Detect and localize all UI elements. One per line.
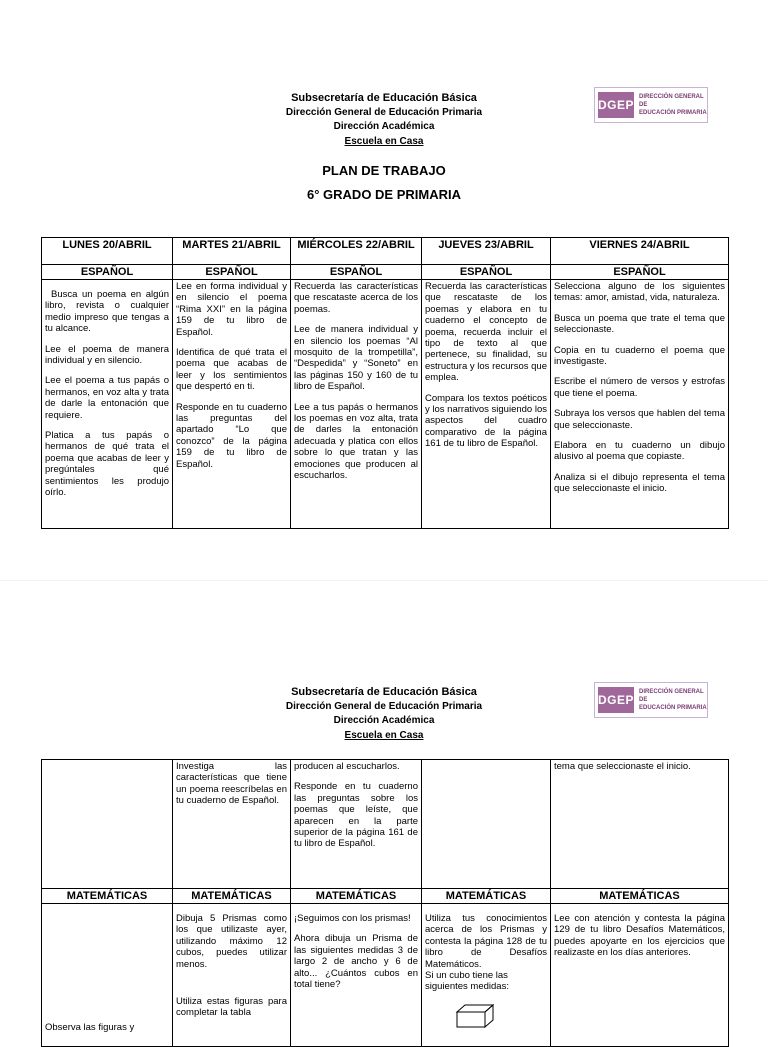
activities-row-matematicas (42, 904, 729, 1047)
plan-table-page-1 (41, 237, 729, 529)
activities-espanol-lunes (42, 280, 173, 529)
activity-text: Responde en tu cuaderno las preguntas sobre los poemas que leíste, que aparecen en la parte superior de la página 161 de tu libro de Español. (294, 781, 418, 850)
day-header-miercoles: MIÉRCOLES 22/ABRIL (291, 238, 422, 265)
dgep-logo (594, 87, 708, 123)
continued-espanol-martes (173, 760, 291, 889)
header-subsecretaria: Subsecretaría de Educación Básica (291, 92, 477, 104)
page-2 (0, 580, 768, 1033)
header-direccion-general: Dirección General de Educación Primaria (285, 701, 483, 712)
plan-table-page-2 (41, 759, 729, 1047)
subject-matematicas-viernes: MATEMÁTICAS (551, 889, 729, 904)
activity-text: Recuerda las características que rescataste de los poemas y elabora en tu cuaderno el concepto de poema, recuerda incluir el tipo de texto al que pertenece, su finalidad, su estructura y los recursos que emplea. (425, 281, 547, 384)
activity-text: Dibuja 5 Prismas como los que utilizaste ayer, utilizando máximo 12 cubos, puedes utilizar menos. (176, 913, 287, 970)
subject-matematicas-lunes: MATEMÁTICAS (42, 889, 173, 904)
activity-text: tema que seleccionaste el inicio. (554, 761, 691, 772)
activity-text: Si un cubo tiene las siguientes medidas: (425, 970, 509, 993)
continued-espanol-viernes (551, 760, 729, 889)
activity-text: Lee con atención y contesta la página 129 de tu libro Desafíos Matemáticos, puedes apoyarte en los ejercicios que realizaste en los días anteriores. (554, 913, 725, 959)
subject-matematicas-jueves: MATEMÁTICAS (422, 889, 551, 904)
continued-espanol-miercoles (291, 760, 422, 889)
continued-espanol-jueves (422, 760, 551, 889)
header-direccion-academica: Dirección Académica (333, 121, 435, 132)
activity-text: Lee el poema a tus papás o hermanos, en voz alta y trata de darle la entonación que requiere. (45, 375, 169, 421)
activities-matematicas-jueves (422, 904, 551, 1047)
activities-espanol-martes (173, 280, 291, 529)
activity-text: Lee en forma individual y en silencio el poema “Rima XXI” en la página 159 de tu libro de Español. (176, 281, 287, 338)
subject-matematicas-martes: MATEMÁTICAS (173, 889, 291, 904)
dgep-logo-text-line2: EDUCACIÓN PRIMARIA (639, 110, 707, 116)
activity-text: Escribe el número de versos y estrofas que tiene el poema. (554, 376, 725, 399)
subject-row-espanol (42, 265, 729, 280)
header-direccion-academica: Dirección Académica (333, 715, 435, 726)
activity-text: Busca un poema que trate el tema que seleccionaste. (554, 312, 725, 336)
dgep-logo-mark: DGEP (598, 92, 634, 118)
activity-text: Lee de manera individual y en silencio los poemas “Al mosquito de la trompetilla”, “Despedida” y “Soneto” en las páginas 150 y 160 de tu libro de Español. (294, 324, 418, 393)
activity-text: producen al escucharlos. (294, 761, 400, 772)
activity-text: Observa las figuras y (45, 1022, 135, 1033)
header-subsecretaria: Subsecretaría de Educación Básica (291, 686, 477, 698)
activity-text: Subraya los versos que hablen del tema que seleccionaste. (554, 408, 725, 431)
header-escuela-en-casa: Escuela en Casa (344, 136, 424, 147)
day-header-lunes: LUNES 20/ABRIL (42, 238, 173, 265)
activity-text: Recuerda las características que rescataste acerca de los poemas. (294, 281, 418, 315)
header-direccion-general: Dirección General de Educación Primaria (285, 107, 483, 118)
dgep-logo-text (639, 93, 707, 117)
activity-text: Compara los textos poéticos y los narrativos siguiendo los aspectos del cuadro comparativo de la página 161 de tu libro de Español. (425, 392, 547, 450)
subject-row-matematicas (42, 889, 729, 904)
activities-matematicas-viernes (551, 904, 729, 1047)
activity-text: Ahora dibuja un Prisma de las siguientes medidas 3 de largo 2 de ancho y 6 de alto... ¿Cuántos cubos en total tiene? (294, 933, 418, 991)
activities-espanol-viernes (551, 280, 729, 529)
activity-text: Utiliza estas figuras para completar la tabla (176, 996, 287, 1019)
dgep-logo (594, 682, 708, 718)
subject-espanol-martes: ESPAÑOL (173, 265, 291, 280)
days-header-row (42, 238, 729, 265)
activity-text: Selecciona alguno de los siguientes temas: amor, amistad, vida, naturaleza. (554, 281, 725, 304)
activities-matematicas-martes (173, 904, 291, 1047)
activity-text: Identifica de qué trata el poema que acabas de leer y los sentimientos que despertó en ti. (176, 347, 287, 393)
activity-text: ¡Seguimos con los prismas! (294, 913, 411, 924)
activity-text: Utiliza tus conocimientos acerca de los Prismas y contesta la página 128 de tu libro de Desafíos Matemáticos. (425, 913, 547, 970)
day-header-jueves: JUEVES 23/ABRIL (422, 238, 551, 265)
activity-text: Investiga las características que tiene un poema reescríbelas en tu cuaderno de Español. (176, 761, 287, 807)
subject-espanol-miercoles: ESPAÑOL (291, 265, 422, 280)
day-header-martes: MARTES 21/ABRIL (173, 238, 291, 265)
continued-espanol-lunes (42, 760, 173, 889)
activities-matematicas-miercoles (291, 904, 422, 1047)
plan-title: PLAN DE TRABAJO (322, 163, 446, 178)
activity-text: Copia en tu cuaderno el poema que investigaste. (554, 344, 725, 368)
subject-espanol-jueves: ESPAÑOL (422, 265, 551, 280)
activity-text: Elabora en tu cuaderno un dibujo alusivo al poema que copiaste. (554, 440, 725, 463)
activities-matematicas-lunes (42, 904, 173, 1047)
day-header-viernes: VIERNES 24/ABRIL (551, 238, 729, 265)
header-escuela-en-casa: Escuela en Casa (344, 730, 424, 741)
activity-text: Responde en tu cuaderno las preguntas del apartado “Lo que conozco” de la página 159 de tu libro de Español. (176, 401, 287, 470)
dgep-logo-text-line2: EDUCACIÓN PRIMARIA (639, 705, 707, 711)
subject-matematicas-miercoles: MATEMÁTICAS (291, 889, 422, 904)
activities-espanol-miercoles (291, 280, 422, 529)
activity-text: Lee el poema de manera individual y en silencio. (45, 343, 169, 367)
activity-text: Analiza si el dibujo representa el tema que seleccionaste el inicio. (554, 471, 725, 495)
plan-titles (0, 159, 768, 207)
activity-text: Busca un poema en algún libro, revista o cualquier medio impreso que tengas a tu alcance. (45, 289, 169, 335)
subject-espanol-viernes: ESPAÑOL (551, 265, 729, 280)
dgep-logo-text (639, 688, 707, 712)
activity-text: Lee a tus papás o hermanos los poemas en voz alta, trata de darles la entonación adecuada y platica con ellos sobre lo que tratan y las emociones que producen al escucharlos. (294, 401, 418, 482)
continued-espanol-row (42, 760, 729, 889)
subject-espanol-lunes: ESPAÑOL (42, 265, 173, 280)
dgep-logo-text-line1: DIRECCIÓN GENERAL DE (639, 689, 704, 703)
dgep-logo-mark: DGEP (598, 687, 634, 713)
dgep-logo-text-line1: DIRECCIÓN GENERAL DE (639, 94, 704, 108)
activity-text: Platica a tus papás o hermanos de qué trata el poema que acabas de leer y pregúntales qué sentimientos les produjo oírlo. (45, 430, 169, 499)
activities-espanol-jueves (422, 280, 551, 529)
plan-grade: 6° GRADO DE PRIMARIA (307, 187, 461, 202)
activities-row-espanol (42, 280, 729, 529)
